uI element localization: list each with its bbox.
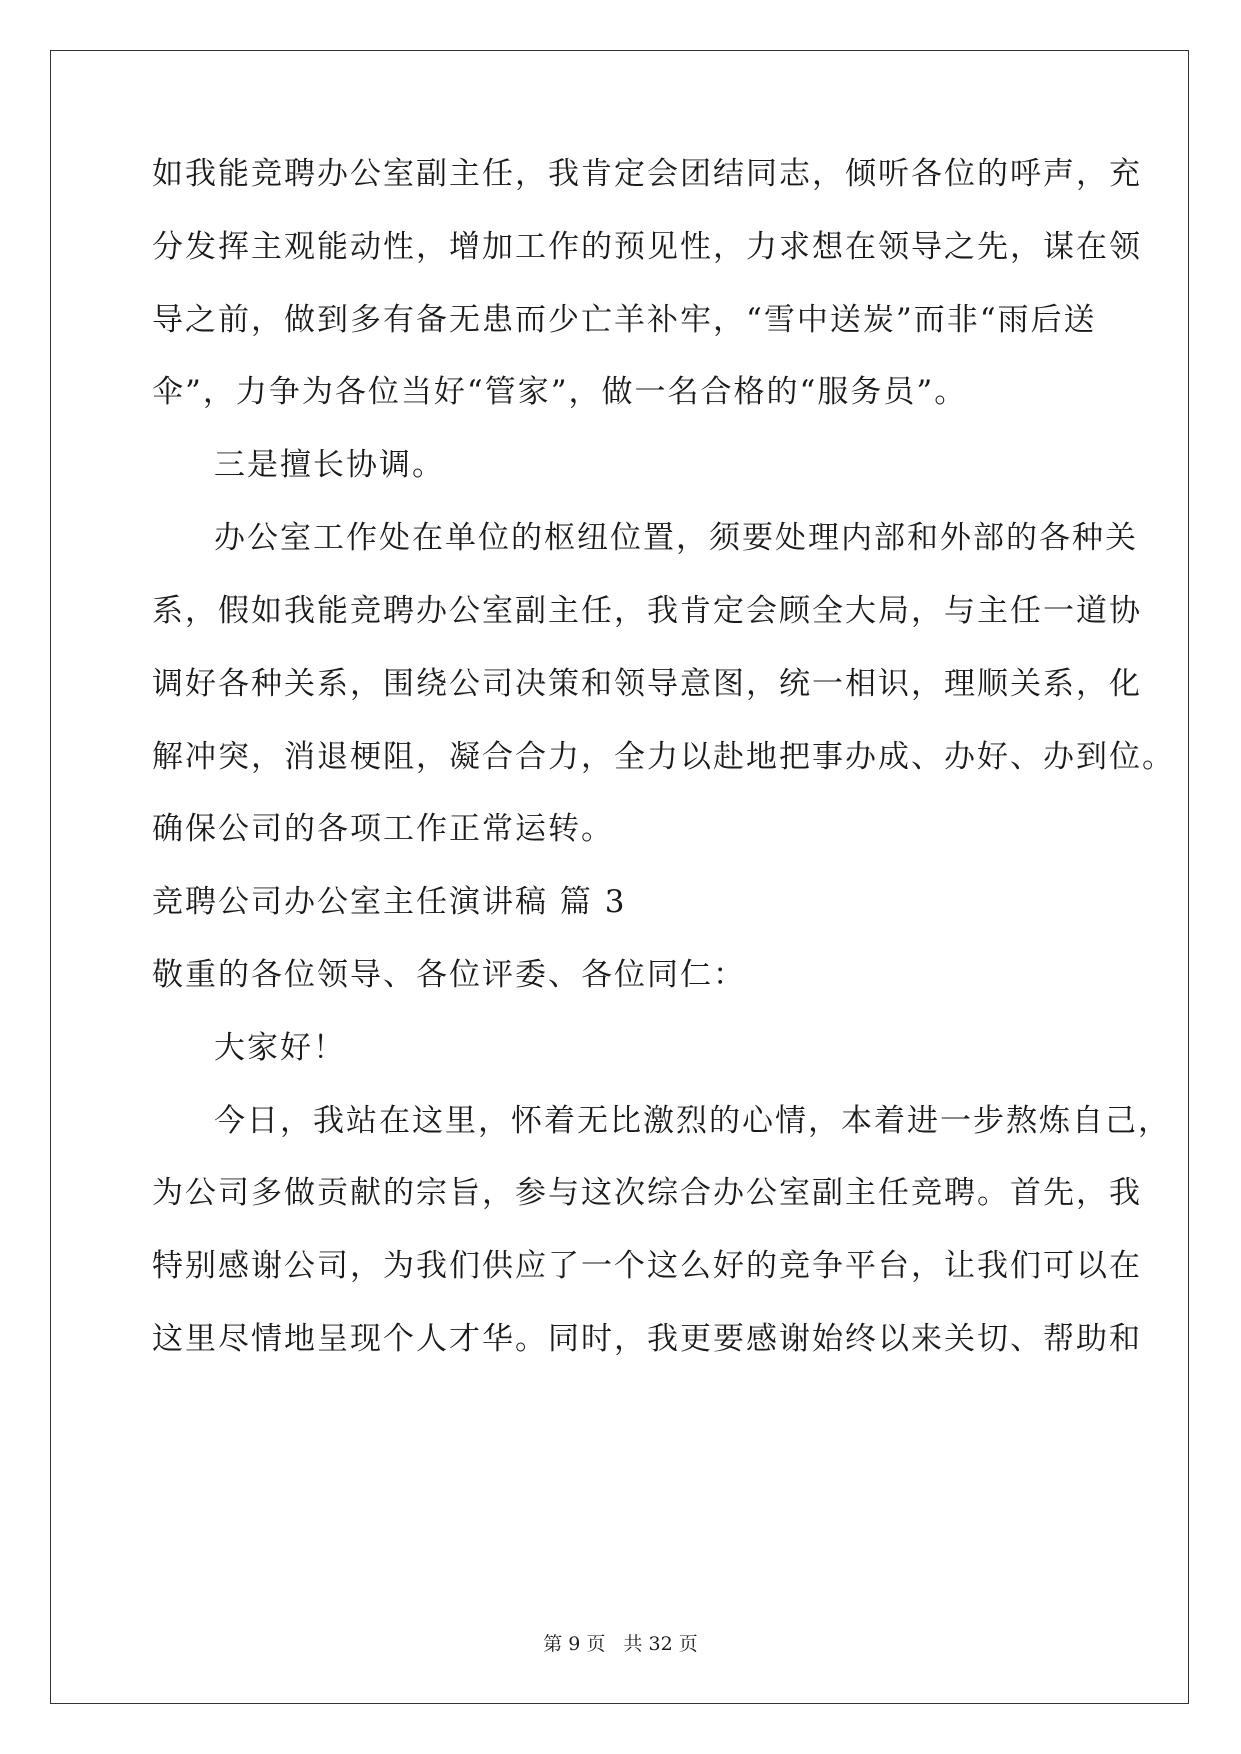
body-line: 系，假如我能竞聘办公室副主任，我肯定会顾全大局，与主任一道协 (152, 593, 1142, 629)
greeting: 大家好！ (214, 1030, 346, 1066)
body-line: 特别感谢公司，为我们供应了一个这么好的竞争平台，让我们可以在 (152, 1248, 1142, 1284)
body-line: 确保公司的各项工作正常运转。 (152, 811, 614, 847)
body-line: 解冲突，消退梗阻，凝合合力，全力以赴地把事办成、办好、办到位。 (152, 739, 1175, 775)
body-line: 为公司多做贡献的宗旨，参与这次综合办公室副主任竞聘。首先，我 (152, 1175, 1142, 1211)
body-line: 如我能竞聘办公室副主任，我肯定会团结同志，倾听各位的呼声，充 (152, 156, 1142, 192)
page-total: 共 32 页 (623, 1633, 698, 1655)
body-line: 调好各种关系，围绕公司决策和领导意图，统一相识，理顺关系，化 (152, 666, 1142, 702)
body-line: 分发挥主观能动性，增加工作的预见性，力求想在领导之先，谋在领 (152, 229, 1142, 265)
salutation: 敬重的各位领导、各位评委、各位同仁： (152, 957, 746, 993)
page-footer (0, 1632, 1241, 1656)
body-line: 办公室工作处在单位的枢纽位置，须要处理内部和外部的各种关 (214, 520, 1138, 556)
body-line: 导之前，做到多有备无患而少亡羊补牢，“雪中送炭”而非“雨后送 (152, 302, 1097, 338)
page-border (50, 50, 1189, 1704)
article-title: 竞聘公司办公室主任演讲稿 篇 3 (152, 884, 627, 920)
page-number: 第 9 页 (543, 1633, 606, 1655)
body-line: 这里尽情地呈现个人才华。同时，我更要感谢始终以来关切、帮助和 (152, 1321, 1142, 1357)
section-heading: 三是擅长协调。 (214, 447, 445, 483)
body-line: 今日，我站在这里，怀着无比激烈的心情，本着进一步熬炼自己， (214, 1103, 1171, 1139)
body-line: 伞”，力争为各位当好“管家”，做一名合格的“服务员”。 (152, 374, 968, 410)
